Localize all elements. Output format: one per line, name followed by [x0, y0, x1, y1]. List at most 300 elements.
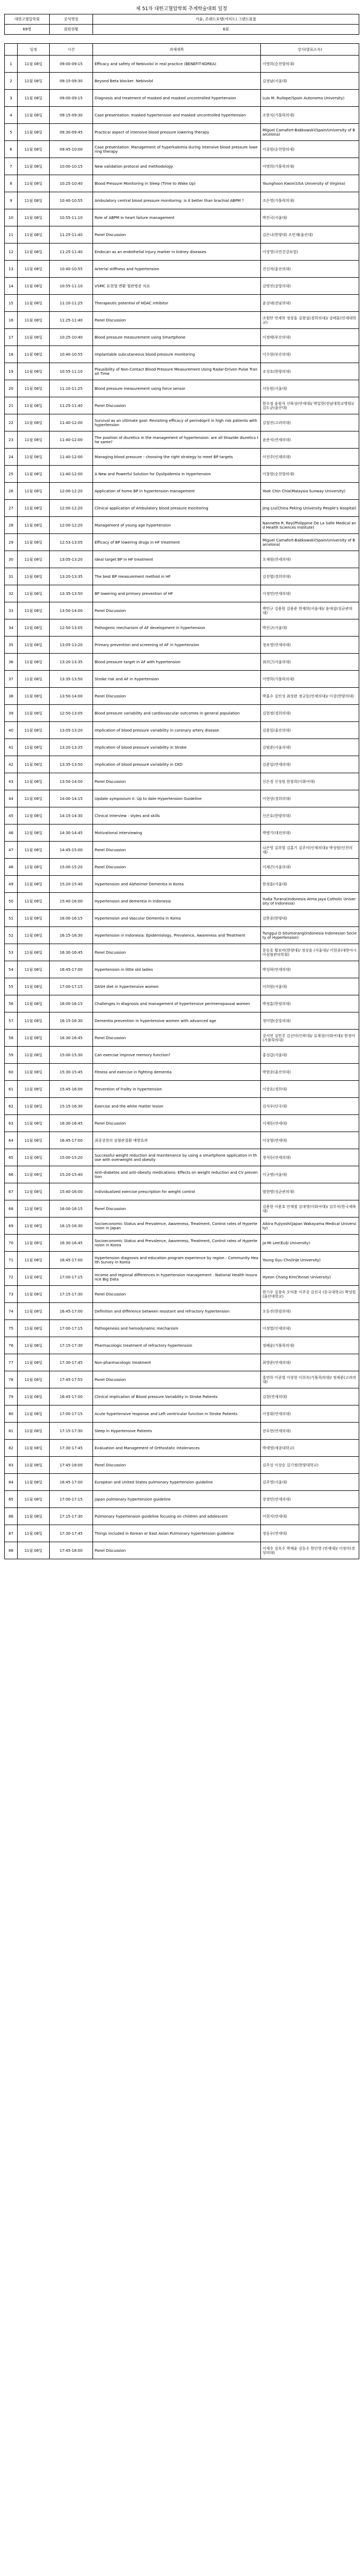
table-row [5, 1388, 359, 1405]
session-date: 11월 08일 [18, 978, 50, 995]
row-number: 32 [5, 585, 18, 602]
session-time: 14:45-15:00 [50, 842, 93, 859]
row-number: 48 [5, 859, 18, 876]
session-time: 13:50-14:00 [50, 688, 93, 705]
table-row [5, 500, 359, 517]
session-speaker: 윤성대(전남의대) [261, 295, 359, 312]
session-date: 11월 08일 [18, 1081, 50, 1098]
session-date: 11월 08일 [18, 893, 50, 910]
session-title: Ambulatory central blood pressure monitoring: is it better than brachial ABPM ? [93, 192, 261, 209]
table-row [5, 1303, 359, 1320]
session-speaker: 김주영(서울대) [261, 1474, 359, 1491]
row-number: 25 [5, 466, 18, 483]
row-number: 68 [5, 1200, 18, 1218]
row-number: 42 [5, 756, 18, 773]
row-number: 19 [5, 363, 18, 380]
session-speaker: 오재원(연세의대) [261, 551, 359, 568]
session-date: 11월 08일 [18, 585, 50, 602]
table-row [5, 739, 359, 756]
session-time: 12:00-12:20 [50, 500, 93, 517]
row-number: 55 [5, 978, 18, 995]
session-time: 11:25-11:40 [50, 397, 93, 414]
session-date: 11월 08일 [18, 534, 50, 551]
session-speaker: 이재동(연세대) [261, 1115, 359, 1132]
row-number: 61 [5, 1081, 18, 1098]
table-row [5, 1012, 359, 1030]
row-number: 78 [5, 1371, 18, 1388]
row-number: 87 [5, 1525, 18, 1542]
table-row [5, 1149, 359, 1166]
session-time: 17:45-18:00 [50, 1457, 93, 1474]
schedule-table [4, 43, 359, 1559]
table-row [5, 73, 359, 90]
table-row [5, 1183, 359, 1200]
session-title: Panel Discussion [93, 1542, 261, 1559]
session-date: 11월 08일 [18, 688, 50, 705]
session-title: Hypertension diagnosis and education program experience by region : Community Health Survey in Korea [93, 1252, 261, 1269]
row-number: 53 [5, 944, 18, 961]
row-number: 30 [5, 551, 18, 568]
session-title: 최중강현의 심혈관질환 예방효과 [93, 1132, 261, 1149]
session-speaker: 서동원(서울대) [261, 380, 359, 397]
session-speaker: 정석동(연세의대) [261, 1149, 359, 1166]
session-title: Panel Discussion [93, 773, 261, 790]
session-title: A New and Powerful Solution for Dyslipidemia in Hypertension [93, 466, 261, 483]
row-number: 84 [5, 1474, 18, 1491]
session-speaker: 이정태(부산의대) [261, 329, 359, 346]
session-time: 16:45-17:00 [50, 1474, 93, 1491]
table-row [5, 1200, 359, 1218]
session-title: Pathogenesis and hemodynamic mechanism [93, 1320, 261, 1337]
session-date: 11월 08일 [18, 705, 50, 722]
session-speaker: 신은경 신성원 한창희(이화여대) [261, 773, 359, 790]
row-number: 40 [5, 722, 18, 739]
table-row [5, 414, 359, 431]
table-row [5, 859, 359, 876]
session-title: Panel Discussion [93, 602, 261, 619]
session-speaker: 이상영(국민건강보험) [261, 244, 359, 261]
session-date: 11월 08일 [18, 209, 50, 226]
session-time: 11:40-12:00 [50, 449, 93, 466]
header-blank [5, 44, 18, 56]
session-title: Panel Discussion [93, 1286, 261, 1303]
session-time: 17:45-18:00 [50, 1542, 93, 1559]
session-date: 11월 08일 [18, 1132, 50, 1149]
row-number: 15 [5, 295, 18, 312]
session-date: 11월 08일 [18, 141, 50, 158]
table-row [5, 619, 359, 637]
session-date: 11월 08일 [18, 1423, 50, 1440]
session-date: 11월 08일 [18, 1098, 50, 1115]
session-title: Role of ABPM in heart failure management [93, 209, 261, 226]
row-number: 57 [5, 1012, 18, 1030]
row-number: 88 [5, 1542, 18, 1559]
session-time: 16:45-17:00 [50, 961, 93, 978]
session-title: Clinical application of Ambulatory blood pressure monitoring [93, 500, 261, 517]
row-number: 12 [5, 244, 18, 261]
session-date: 11월 08일 [18, 312, 50, 329]
session-date: 11월 08일 [18, 1320, 50, 1337]
session-title: Efficacy and safety of Nebivolol in real practice (BENEFIT-KOREA) [93, 56, 261, 73]
session-title: Anti-diabetes and anti-obesity medications: Effects on weight reduction and CV prevention [93, 1166, 261, 1183]
session-title: Panel Discussion [93, 1115, 261, 1132]
table-row [5, 1166, 359, 1183]
session-date: 11월 08일 [18, 773, 50, 790]
session-time: 17:00-17:15 [50, 978, 93, 995]
session-speaker: 한수정 윤원식 신하성(연세대)/ 박일한(전남대학교병원)/ 김도균(울산대) [261, 397, 359, 414]
table-row [5, 397, 359, 414]
session-title: Panel Discussion [93, 226, 261, 244]
session-speaker: 전우현(연세의대) [261, 1423, 359, 1440]
table-row [5, 363, 359, 380]
row-number: 18 [5, 346, 18, 363]
session-title: Implication of blood pressure variability in coronary artery disease [93, 722, 261, 739]
session-title: Sleep in Hypertensive Patients [93, 1423, 261, 1440]
row-number: 9 [5, 192, 18, 209]
session-speaker: 김석우(단국대) [261, 1098, 359, 1115]
session-time: 11:40-12:00 [50, 466, 93, 483]
row-number: 70 [5, 1235, 18, 1252]
session-speaker: 조은영(가톨릭의대) [261, 192, 359, 209]
row-number: 24 [5, 449, 18, 466]
table-row [5, 1371, 359, 1388]
session-time: 16:30-16:45 [50, 944, 93, 961]
session-title: Socioeconomic Status and Prevalence, Awareness, Treatment, Control rates of Hypertension in Japan [93, 1218, 261, 1235]
session-time: 12:53-13:05 [50, 534, 93, 551]
table-row [5, 654, 359, 671]
row-number: 33 [5, 602, 18, 619]
session-speaker: 염현명(성균관의대) [261, 1183, 359, 1200]
session-speaker: 강서연 김민주 김선미(인하대)/ 류재성(이화여대)/ 한정아(가톨릭의대) [261, 1030, 359, 1047]
session-time: 10:55-11:10 [50, 209, 93, 226]
session-title: Panel Discussion [93, 842, 261, 859]
session-title: Diagnosis and treatment of masked and masked uncontrolled hypertension [93, 90, 261, 107]
session-time: 11:25-11:40 [50, 226, 93, 244]
table-row [5, 1320, 359, 1337]
session-title: The best BP measurement method in HF [93, 568, 261, 585]
header-date: 일정 [18, 44, 50, 56]
session-speaker: 박진국(서울대) [261, 209, 359, 226]
row-number: 60 [5, 1064, 18, 1081]
session-date: 11월 08일 [18, 1508, 50, 1525]
session-title: Hypertension in little old ladies [93, 961, 261, 978]
session-title: Exercise and the white matter lesion [93, 1098, 261, 1115]
row-number: 45 [5, 807, 18, 824]
session-title: Blood pressure target in AF with hypertension [93, 654, 261, 671]
table-row [5, 876, 359, 893]
row-number: 74 [5, 1303, 18, 1320]
session-title: Things included in Korean or East Asian Pulmonary hypertension guideline [93, 1525, 261, 1542]
table-row [5, 602, 359, 619]
session-date: 11월 08일 [18, 192, 50, 209]
session-speaker: Younghoon Kwon(USA University of Virginia) [261, 175, 359, 192]
session-date: 11월 08일 [18, 602, 50, 619]
row-number: 10 [5, 209, 18, 226]
table-row [5, 1474, 359, 1491]
row-number: 27 [5, 500, 18, 517]
session-speaker: 박홍수 김인성 최상완 정규동(연세의대)/ 이강(한양의대) [261, 688, 359, 705]
row-number: 11 [5, 226, 18, 244]
session-date: 11월 08일 [18, 1200, 50, 1218]
row-number: 39 [5, 705, 18, 722]
session-date: 11월 08일 [18, 278, 50, 295]
session-date: 11월 08일 [18, 756, 50, 773]
session-date: 11월 08일 [18, 790, 50, 807]
session-title: Pulmonary hypertension guideline focusing on children and adolescent [93, 1508, 261, 1525]
row-number: 64 [5, 1132, 18, 1149]
session-title: Clinical interview : styles and skills [93, 807, 261, 824]
session-date: 11월 08일 [18, 1218, 50, 1235]
row-number: 54 [5, 961, 18, 978]
session-date: 11월 08일 [18, 346, 50, 363]
table-row [5, 158, 359, 175]
session-speaker: 오동진(한림의대) [261, 1303, 359, 1320]
table-row [5, 1030, 359, 1047]
session-speaker: 정미향(중앙의대) [261, 1012, 359, 1030]
table-row [5, 90, 359, 107]
session-speaker: 장정민(연세의대) [261, 1491, 359, 1508]
session-speaker: Young Gyu Cho(Inje University) [261, 1252, 359, 1269]
table-row [5, 1115, 359, 1132]
session-title: Application of home BP in hypertension management [93, 483, 261, 500]
session-speaker: 정혜윤(가톨릭의대) [261, 1337, 359, 1354]
session-time: 17:00-17:15 [50, 1269, 93, 1286]
session-date: 11월 08일 [18, 124, 50, 141]
session-time: 15:00-15:20 [50, 859, 93, 876]
table-row [5, 1525, 359, 1542]
session-title: Blood pressure measurement using force sensor [93, 380, 261, 397]
session-date: 11월 08일 [18, 859, 50, 876]
session-date: 11월 08일 [18, 158, 50, 175]
session-speaker: 김철진(고려의대) [261, 414, 359, 431]
session-time: 11:25-11:40 [50, 244, 93, 261]
table-row [5, 807, 359, 824]
session-title: Blood pressure measurement using Smartphone [93, 329, 261, 346]
session-speaker: 나은영 김희열 김홍기 김주미(인제의대)/ 박성원(인천의대) [261, 842, 359, 859]
session-speaker: 박병기(대전의대) [261, 824, 359, 842]
session-date: 11월 08일 [18, 329, 50, 346]
session-time: 15:20-15:40 [50, 876, 93, 893]
session-speaker: 한기우 김창숙 오덕용 이주강 김진국 (동국대학교) 박성원(울산대학교) [261, 1286, 359, 1303]
session-title: Panel Discussion [93, 1371, 261, 1388]
session-speaker: 이명희(가톨릭의대) [261, 158, 359, 175]
row-number: 75 [5, 1320, 18, 1337]
session-title: Panel Discussion [93, 859, 261, 876]
session-title: Plausibility of Non-Contact Blood Pressure Measurement Using Radar-Driven Pulse Transit Time [93, 363, 261, 380]
session-speaker: Aikira Fujiyoshi(Japan Wakayama Medical University) [261, 1218, 359, 1235]
session-speaker: 박진규(서울대) [261, 619, 359, 637]
session-title: The position of diuretics in the management of hypertension: are all thiazide diuretics the same? [93, 431, 261, 449]
table-row [5, 124, 359, 141]
session-speaker: Yudia Turana(Indonesia Atma Jaya Catholic University of Indonesia) [261, 893, 359, 910]
row-number: 36 [5, 654, 18, 671]
session-time: 16:30-16:45 [50, 1030, 93, 1047]
session-title: Implication of blood pressure variability in Stroke [93, 739, 261, 756]
table-row [5, 226, 359, 244]
table-row [5, 1081, 359, 1098]
table-row [5, 1457, 359, 1474]
session-date: 11월 08일 [18, 517, 50, 534]
session-title: Can exercise improve memory function? [93, 1047, 261, 1064]
session-title: Dementia prevention in hypertensive women with advanced age [93, 1012, 261, 1030]
table-row [5, 244, 359, 261]
row-number: 56 [5, 995, 18, 1012]
info-member-count: 69명 [5, 25, 50, 35]
table-row [5, 842, 359, 859]
session-speaker: 김용현 이용호 안재철 김대영(이화여대)/ 김무식(한국체육대) [261, 1200, 359, 1218]
info-label-official-name: 공식명칭 [50, 14, 93, 25]
session-time: 10:40-10:55 [50, 192, 93, 209]
table-row [5, 1252, 359, 1269]
session-time: 10:55-11:10 [50, 363, 93, 380]
session-speaker: 최영준(연세의대) [261, 1354, 359, 1371]
row-number: 50 [5, 893, 18, 910]
row-number: 38 [5, 688, 18, 705]
session-time: 16:45-17:00 [50, 1388, 93, 1405]
session-speaker: 김현(연세의대) [261, 1388, 359, 1405]
session-speaker: 정보영(연세의대) [261, 637, 359, 654]
session-time: 11:40-12:00 [50, 414, 93, 431]
session-time: 17:15-17:30 [50, 1337, 93, 1354]
session-time: 15:45-16:00 [50, 1081, 93, 1098]
session-speaker: 김주성 이상승 김기정(한양대학교) [261, 1457, 359, 1474]
table-row [5, 1286, 359, 1303]
session-date: 11월 08일 [18, 261, 50, 278]
session-time: 15:40-16:00 [50, 893, 93, 910]
session-title: Pharmacologic treatment of refractory hypertension [93, 1337, 261, 1354]
session-time: 16:00-16:15 [50, 910, 93, 927]
info-label-members: 회원현황 [50, 25, 93, 35]
session-title: Blood pressure variability and cardiovascular outcomes in general population [93, 705, 261, 722]
session-speaker: 이종원(순천향의대) [261, 141, 359, 158]
session-speaker: 김정남(서울대) [261, 73, 359, 90]
table-row [5, 175, 359, 192]
row-number: 63 [5, 1115, 18, 1132]
row-number: 26 [5, 483, 18, 500]
table-row [5, 312, 359, 329]
session-time: 12:50-13:05 [50, 619, 93, 637]
session-speaker: 박세영(세종대학교) [261, 1440, 359, 1457]
table-row [5, 517, 359, 534]
row-number: 4 [5, 107, 18, 124]
session-time: 13:05-13:20 [50, 637, 93, 654]
table-row [5, 534, 359, 551]
session-title: New validation protocol and methodology [93, 158, 261, 175]
session-date: 11월 08일 [18, 1303, 50, 1320]
session-speaker: 이재곤(서울의대) [261, 859, 359, 876]
session-date: 11월 08일 [18, 449, 50, 466]
session-date: 11월 08일 [18, 1047, 50, 1064]
session-time: 09:45-10:00 [50, 141, 93, 158]
row-number: 23 [5, 431, 18, 449]
session-title: Case presentation: masked hypertension and masked uncontrolled hypertension [93, 107, 261, 124]
row-number: 21 [5, 397, 18, 414]
session-speaker: Luis M. Ruilope(Spain Autonoma University) [261, 90, 359, 107]
session-title: Blood Pressure Monitoring in Sleep (Time to Wake Up) [93, 175, 261, 192]
session-date: 11월 08일 [18, 619, 50, 637]
row-number: 22 [5, 414, 18, 431]
info-session-count: 6회 [93, 25, 359, 35]
session-time: 17:15-17:30 [50, 1423, 93, 1440]
session-speaker: 이명희(가톨릭의대) [261, 671, 359, 688]
session-date: 11월 08일 [18, 1286, 50, 1303]
row-number: 44 [5, 790, 18, 807]
session-speaker: 김명진(중앙의대) [261, 278, 359, 295]
row-number: 46 [5, 824, 18, 842]
session-date: 11월 08일 [18, 1491, 50, 1508]
session-time: 13:35-13:50 [50, 756, 93, 773]
header-speaker: 강사(발표소속) [261, 44, 359, 56]
session-date: 11월 08일 [18, 551, 50, 568]
session-title: Management of young age hypertension [93, 517, 261, 534]
session-date: 11월 08일 [18, 380, 50, 397]
session-time: 17:15-17:30 [50, 1508, 93, 1525]
session-date: 11월 08일 [18, 654, 50, 671]
table-row [5, 927, 359, 944]
session-time: 17:30-17:45 [50, 1354, 93, 1371]
table-row [5, 329, 359, 346]
session-date: 11월 08일 [18, 995, 50, 1012]
session-time: 14:00-14:15 [50, 790, 93, 807]
session-speaker: Nannette R. Rey(Philippine De La Salle Medical and Health Sciences Institute) [261, 517, 359, 534]
table-row [5, 688, 359, 705]
session-time: 16:00-16:15 [50, 995, 93, 1012]
session-time: 15:00-15:20 [50, 1149, 93, 1166]
session-date: 11월 08일 [18, 244, 50, 261]
table-row [5, 1491, 359, 1508]
table-row [5, 585, 359, 602]
session-speaker: 김은나(한양대) 조민재(울산대) [261, 226, 359, 244]
session-date: 11월 08일 [18, 1166, 50, 1183]
session-time: 13:20-13:35 [50, 654, 93, 671]
info-row [5, 25, 359, 35]
row-number: 59 [5, 1047, 18, 1064]
session-title: Hypertension and Alzheimer Dementia in Korea [93, 876, 261, 893]
session-date: 11월 08일 [18, 1269, 50, 1286]
session-time: 13:50-14:00 [50, 602, 93, 619]
session-title: Managing blood pressure - choosing the right strategy to meet BP targets [93, 449, 261, 466]
session-time: 13:20-13:35 [50, 739, 93, 756]
table-row [5, 261, 359, 278]
session-speaker: 이창현(순천향의대) [261, 466, 359, 483]
session-speaker: 정동우(연세대) [261, 1525, 359, 1542]
table-row [5, 141, 359, 158]
info-venue: 서울, 콘래드호텔(여의도) 그랜드볼룸 [93, 14, 359, 25]
session-speaker: 이정민(연세의대) [261, 585, 359, 602]
session-title: Implantable subcutaneous blood pressure monitoring [93, 346, 261, 363]
session-title: Clinical implication of Blood pressure Variability in Stroke Patients [93, 1388, 261, 1405]
session-title: Challenges in diagnosis and management of hypertensive perimenopausal women [93, 995, 261, 1012]
session-date: 11월 08일 [18, 73, 50, 90]
table-row [5, 705, 359, 722]
table-row [5, 1047, 359, 1064]
row-number: 65 [5, 1149, 18, 1166]
session-title: Panel Discussion [93, 1030, 261, 1047]
row-number: 13 [5, 261, 18, 278]
row-number: 82 [5, 1440, 18, 1457]
session-time: 17:30-17:45 [50, 1440, 93, 1457]
session-title: Hypertension and Vascular Dementia in Korea [93, 910, 261, 927]
session-title: Japan pulmonary hypertension guideline [93, 1491, 261, 1508]
session-date: 11월 08일 [18, 876, 50, 893]
session-time: 11:25-11:40 [50, 312, 93, 329]
session-date: 11월 08일 [18, 807, 50, 824]
row-number: 2 [5, 73, 18, 90]
header-title: 과제제목 [93, 44, 261, 56]
session-title: Socioeconomic Status and Prevalence, Awareness, Treatment, Control rates of Hypertension in Korea [93, 1235, 261, 1252]
session-speaker: 진선자(울산의대) [261, 261, 359, 278]
row-number: 34 [5, 619, 18, 637]
